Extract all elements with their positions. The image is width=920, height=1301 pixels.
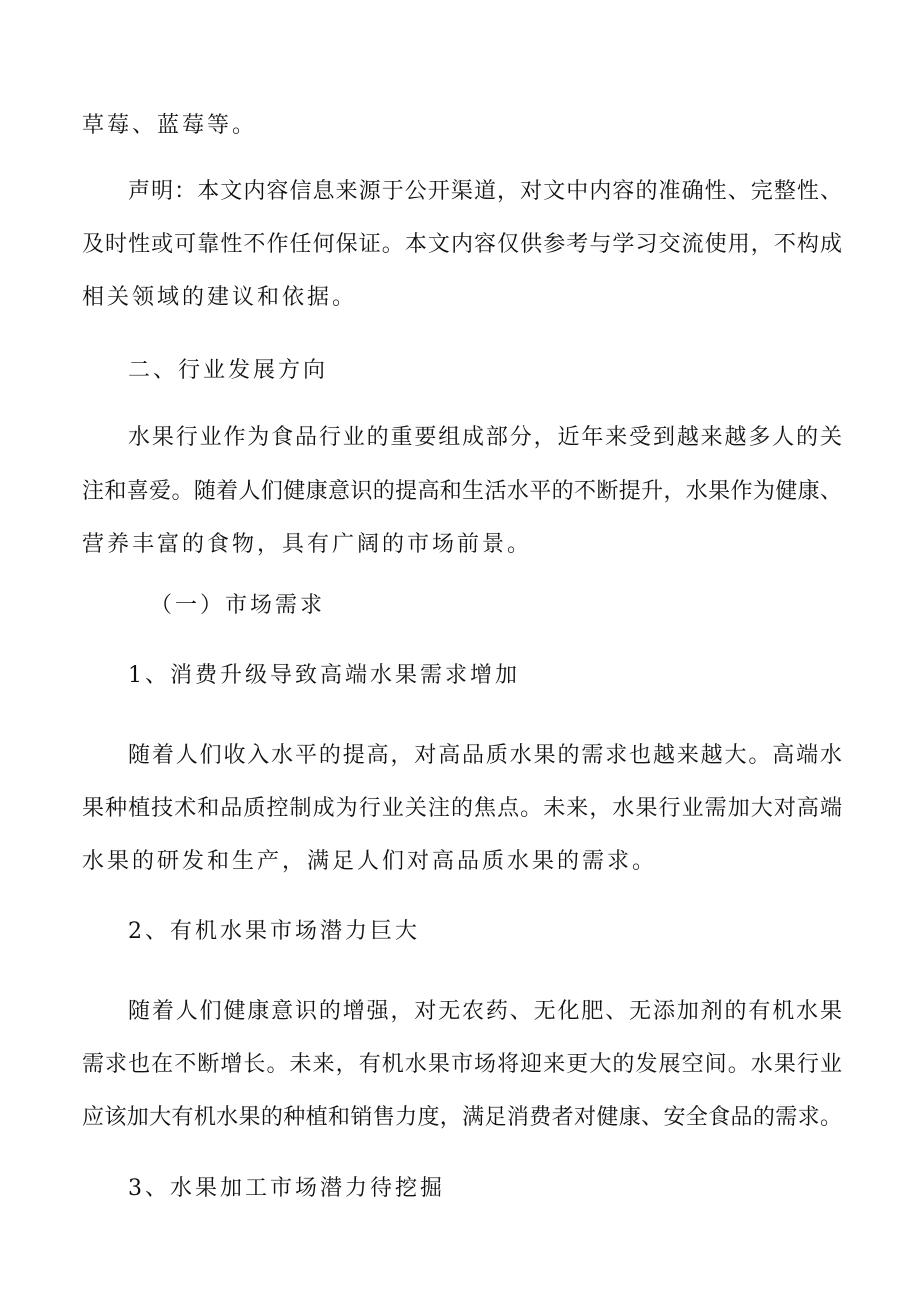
subsection-heading: （一）市场需求	[150, 593, 326, 618]
disclaimer-line-2: 及时性或可靠性不作任何保证。本文内容仅供参考与学习交流使用，不构成	[82, 232, 842, 257]
item-1-body-line-1: 随着人们收入水平的提高，对高品质水果的需求也越来越大。高端水	[128, 743, 842, 768]
section-intro-line-1: 水果行业作为食品行业的重要组成部分，近年来受到越来越多人的关	[128, 425, 842, 450]
item-2-body-line-1: 随着人们健康意识的增强，对无农药、无化肥、无添加剂的有机水果	[128, 999, 842, 1024]
section-intro-line-3: 营养丰富的食物，具有广阔的市场前景。	[82, 532, 533, 557]
paragraph-continuation-line: 草莓、蓝莓等。	[82, 113, 258, 138]
item-1-heading: 1、消费升级导致高端水果需求增加	[128, 663, 520, 688]
item-2-heading: 2、有机水果市场潜力巨大	[128, 919, 420, 944]
disclaimer-line-3: 相关领域的建议和依据。	[82, 285, 358, 310]
section-heading: 二、行业发展方向	[128, 358, 329, 383]
item-1-body-line-2: 果种植技术和品质控制成为行业关注的焦点。未来，水果行业需加大对高端	[82, 796, 842, 821]
item-1-body-line-3: 水果的研发和生产，满足人们对高品质水果的需求。	[82, 849, 658, 874]
section-intro-line-2: 注和喜爱。随着人们健康意识的提高和生活水平的不断提升，水果作为健康、	[82, 479, 842, 504]
item-2-body-line-2: 需求也在不断增长。未来，有机水果市场将迎来更大的发展空间。水果行业	[82, 1052, 842, 1077]
item-3-heading: 3、水果加工市场潜力待挖掘	[128, 1176, 445, 1201]
disclaimer-line-1: 声明：本文内容信息来源于公开渠道，对文中内容的准确性、完整性、	[128, 179, 842, 204]
item-2-body-line-3: 应该加大有机水果的种植和销售力度，满足消费者对健康、安全食品的需求。	[82, 1105, 842, 1130]
